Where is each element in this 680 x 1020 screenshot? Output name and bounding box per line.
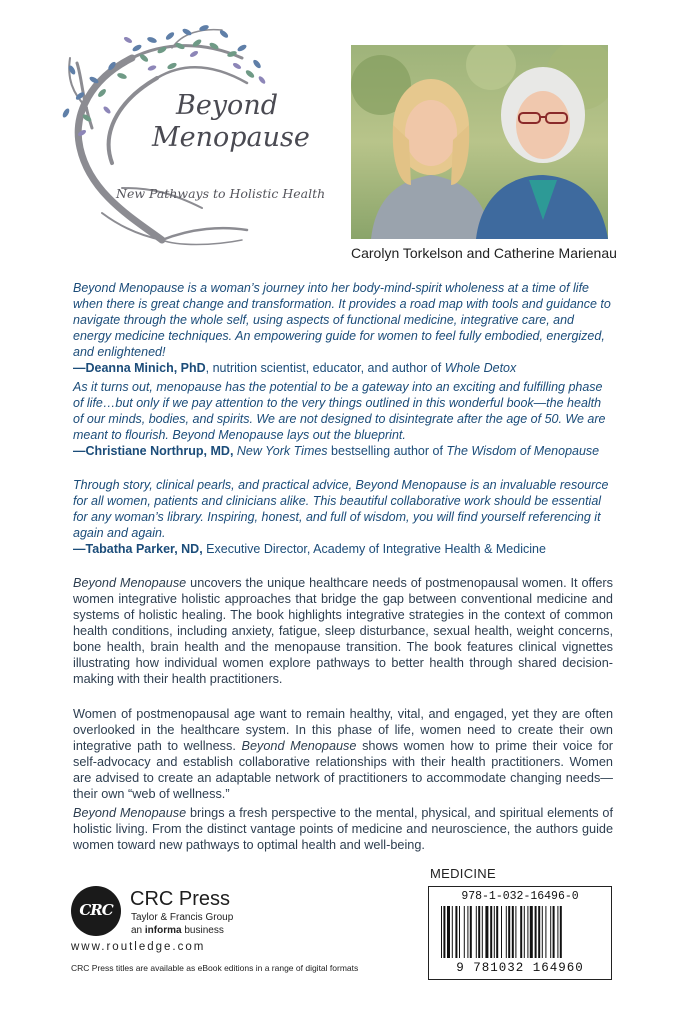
isbn-barcode xyxy=(428,886,612,980)
endorser-name: —Tabatha Parker, ND, xyxy=(73,542,203,556)
paragraph-text: Women of postmenopausal age want to remain healthy, vital, and engaged, yet they are often overlooked in the healthcare system. In this phase of life, women need to create their own integrative path to wellness. xyxy=(73,707,613,753)
publisher-group: Taylor & Francis Group xyxy=(131,912,234,923)
isbn-digits: 9 781032 164960 xyxy=(456,961,584,975)
publisher-name: CRC Press xyxy=(130,888,231,910)
book-title-ref: Beyond Menopause xyxy=(73,806,187,820)
paragraph-text: shows women how to prime their voice for self-advocacy and establish collaborative relationships with their health practitioners. Women are advised to create an adaptable network of practitioners to accommodate changing needs—their own “web of wellness.” xyxy=(73,739,614,801)
endorsement-quote: Through story, clinical pearls, and practical advice, Beyond Menopause is an invaluable resource for all women, patients and clinicians alike. This beautiful collaborative work should be essential for any woman’s library. Inspiring, honest, and full of wisdom, you will find yourself referencing it again and again. xyxy=(73,478,609,540)
logo-title xyxy=(152,90,310,154)
crc-logo xyxy=(71,886,121,936)
endorser-name: —Deanna Minich, PhD xyxy=(73,361,206,375)
category-label: MEDICINE xyxy=(430,866,496,881)
book-title-ref: Beyond Menopause xyxy=(73,576,187,590)
logo-title-line1: Beyond xyxy=(175,90,278,121)
book-logo xyxy=(52,18,352,248)
endorser-role: , nutrition scientist, educator, and author of xyxy=(205,361,445,375)
description-paragraph-1 xyxy=(73,575,613,687)
paragraph-text: brings a fresh perspective to the mental, physical, and spiritual elements of holistic living. From the distinct vantage points of medicine and neuroscience, the authors guide women toward new pathways to optimal health and well-being. xyxy=(73,806,613,852)
authors-photo-image xyxy=(351,45,608,239)
endorsement-attribution xyxy=(73,360,613,376)
endorsement-quote: Beyond Menopause is a woman’s journey into her body-mind-spirit wholeness at a time of life when there is great change and transformation. It provides a road map with tools and guidance to navigate through the whole self, using aspects of functional medicine, integrative care, and energy medicine techniques. An empowering guide for women to feel fully embodied, energized, and enlightened! xyxy=(73,281,611,359)
endorser-publication: New York Times xyxy=(236,444,328,458)
ebook-note: CRC Press titles are available as eBook editions in a range of digital formats xyxy=(71,963,359,973)
authors-caption: Carolyn Torkelson and Catherine Marienau xyxy=(351,245,617,261)
publisher-url[interactable]: www.routledge.com xyxy=(71,941,206,953)
informa-prefix: an xyxy=(131,925,145,936)
logo-title-line2: Menopause xyxy=(152,122,310,153)
informa-line xyxy=(131,925,224,936)
endorser-role: bestselling author of xyxy=(327,444,447,458)
book-title-ref: Beyond Menopause xyxy=(241,739,357,753)
description-paragraph-2 xyxy=(73,706,613,802)
authors-photo xyxy=(351,45,608,239)
endorsement-2 xyxy=(73,379,613,459)
endorser-work: The Wisdom of Menopause xyxy=(446,444,600,458)
logo-subtitle: New Pathways to Holistic Health xyxy=(116,186,326,201)
crc-logo-text: CRC xyxy=(79,901,113,919)
endorsement-attribution xyxy=(73,541,613,557)
barcode-bars xyxy=(439,906,601,960)
endorsement-quote: As it turns out, menopause has the potential to be a gateway into an exciting and fulfilling phase of life…but only if we pay attention to the very things outlined in this wonderful book—the health of our minds, bodies, and spirits. We are not designed to disintegrate after the age of 50. We are meant to flourish. Beyond Menopause lays out the blueprint. xyxy=(73,380,606,442)
description-paragraph-3 xyxy=(73,805,613,853)
endorsement-3 xyxy=(73,477,613,557)
endorser-name: —Christiane Northrup, MD, xyxy=(73,444,234,458)
isbn-number: 978-1-032-16496-0 xyxy=(461,890,579,903)
informa-suffix: business xyxy=(181,925,224,936)
endorser-role: Executive Director, Academy of Integrative Health & Medicine xyxy=(202,542,546,556)
endorsement-attribution xyxy=(73,443,613,459)
paragraph-text: uncovers the unique healthcare needs of postmenopausal women. It offers women integrative holistic approaches that bridge the gap between conventional medicine and systems of holistic healing. The book highlights integrative strategies in the context of common health conditions, including anxiety, fatigue, sleep disturbance, sexual health, weight concerns, bone health, brain health and the menopause transition. The book features clinical vignettes illustrating how individual women explore pathways to better health through shared decision-making with their health practitioners. xyxy=(73,576,613,686)
informa-name: informa xyxy=(144,925,182,936)
endorser-work: Whole Detox xyxy=(444,361,517,375)
endorsement-1 xyxy=(73,280,613,376)
